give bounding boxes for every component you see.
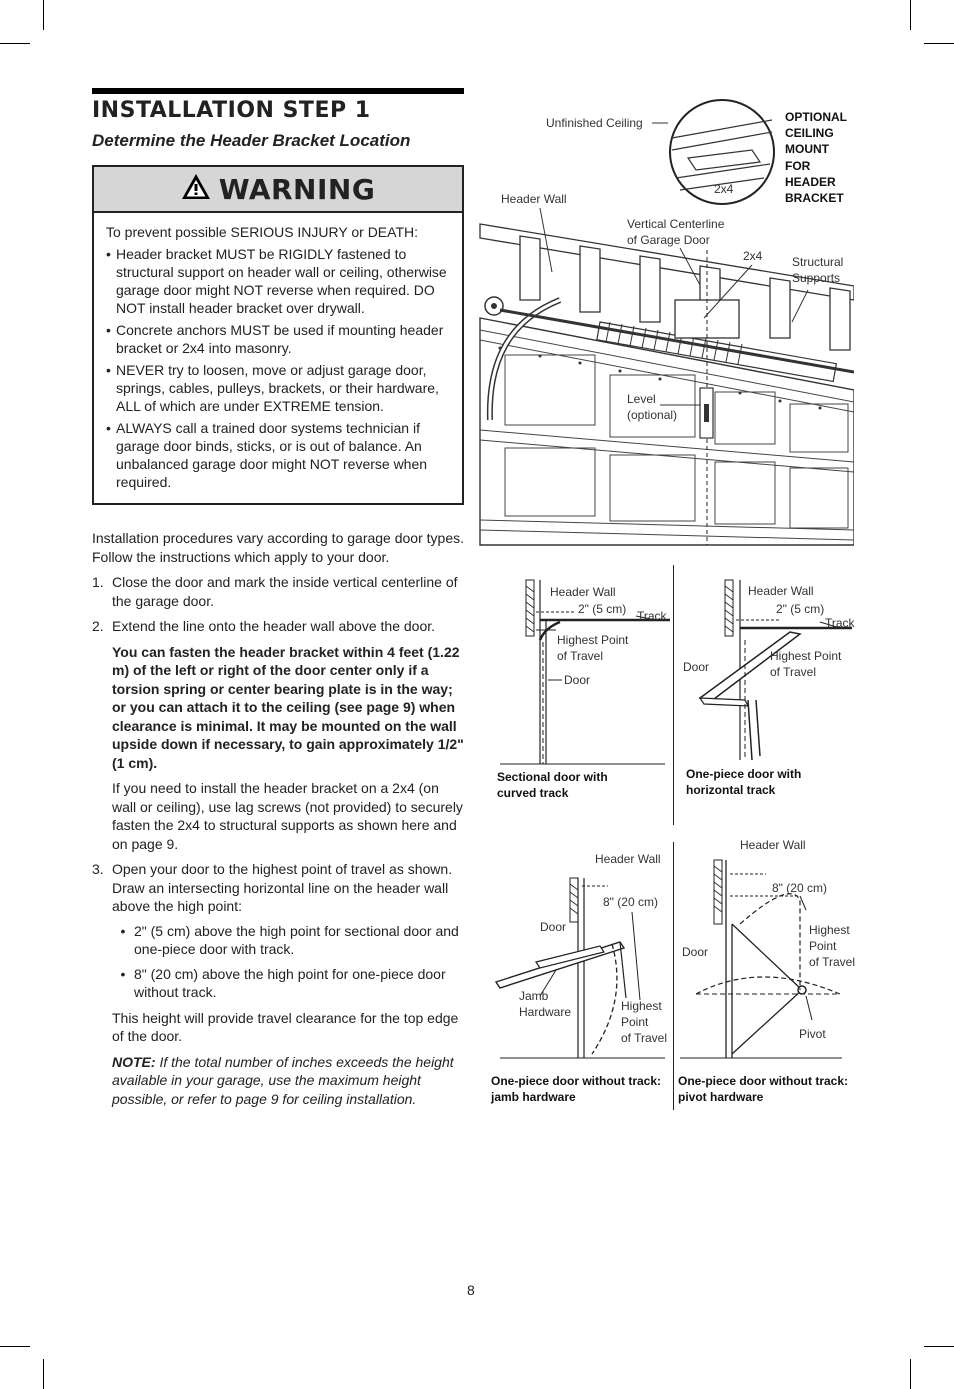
warning-bullet-text: Header bracket MUST be RIGIDLY fastened to structural support on header wall or ceiling, otherwise garage door might NOT reverse when required. DO NOT install header bracket over drywall. [116,246,447,316]
fig-b-hp-1: Highest Point [770,649,842,663]
figure-onepiece-pivot [676,832,862,1108]
note-text: If the total number of inches exceeds the height available in your garage, use the maximum height possible, or refer to page 9 for ceiling installation. [112,1053,454,1107]
fig-a-hp-2: of Travel [557,649,604,663]
fig-a-header-wall: Header Wall [550,585,616,599]
step-1: 1. Close the door and mark the inside vertical centerline of the garage door. [92,573,464,610]
fig-b-dim: 2" (5 cm) [776,602,825,616]
page-number: 8 [467,1282,475,1298]
figure-divider [673,842,674,1110]
crop-mark [910,1359,911,1389]
page-title: INSTALLATION STEP 1 [92,98,371,123]
crop-mark [0,1346,30,1347]
step-3-bullet-text: 8" (20 cm) above the high point for one-piece door without track. [134,965,446,1000]
warning-bullet-text: Concrete anchors MUST be used if mounting header bracket or 2x4 into masonry. [116,322,444,356]
label-unfinished-ceiling: Unfinished Ceiling [546,116,643,130]
figure-divider [673,565,674,825]
fig-d-door: Door [682,945,709,959]
fig-c-header-wall: Header Wall [595,852,661,866]
fig-c-door: Door [540,920,567,934]
step-3: 3. Open your door to the highest point of travel as shown. Draw an intersecting horizontal line on the header wall above the high point: [92,860,464,916]
step-3-bullet: • 2" (5 cm) above the high point for sectional door and one-piece door with track. [112,922,464,959]
step-2: 2. Extend the line onto the header wall above the door. [92,618,436,634]
label-inset-2x4: 2x4 [714,182,734,196]
warning-bullet-text: NEVER try to loosen, move or adjust garage door, springs, cables, pulleys, brackets, or their hardware, ALL of which are under EXTREME tension. [116,362,439,414]
step-2-bold-note: You can fasten the header bracket within 4 feet (1.22 m) of the left or right of the door center only if a torsion spring or center bearing plate is in the way; or you can attach it to the ceiling (see page 9) when clearance is minimal. It may be mounted on the wall upside down if necessary, to gain approximately 1/2" (1 cm). [112,643,464,771]
fig-c-hp-3: of Travel [621,1031,668,1045]
step-2-2x4-note: If you need to install the header bracket on a 2x4 (on wall or ceiling), use lag screws (not provided) to securely fasten the 2x4 to structural supports as shown here and on page 9. [112,780,463,852]
step-3-bullet: • 8" (20 cm) above the high point for one-piece door without track. [112,965,464,1002]
label-optional-6: BRACKET [785,191,844,205]
garage-door-illustration [476,96,854,548]
fig-d-hp-3: of Travel [809,955,856,969]
fig-b-caption-1: One-piece door with [686,767,802,781]
step-3-text: Open your door to the highest point of travel as shown. Draw an intersecting horizontal line on the header wall above the high point: [112,861,453,914]
warning-bullet: • NEVER try to loosen, move or adjust garage door, springs, cables, pulleys, brackets, or their hardware, ALL of which are under EXTREME tension. [106,361,452,415]
fig-d-hp-2: Point [809,939,837,953]
warning-bullet: • Header bracket MUST be RIGIDLY fastened to structural support on header wall or ceiling, otherwise garage door might NOT reverse when required. DO NOT install header bracket over drywall. [106,245,452,317]
label-optional-1: OPTIONAL [785,110,847,124]
fig-c-hp-1: Highest [621,999,662,1013]
warning-bullet-text: ALWAYS call a trained door systems technician if garage door binds, sticks, or is out of balance. An unbalanced garage door might NOT reverse when required. [116,420,428,490]
crop-mark [924,1346,954,1347]
fig-a-hp-1: Highest Point [557,633,629,647]
warning-body [94,213,462,503]
fig-a-dim: 2" (5 cm) [578,602,627,616]
intro-paragraph: Installation procedures vary according to garage door types. Follow the instructions which apply to your door. [92,530,464,565]
label-2x4: 2x4 [743,249,763,263]
fig-c-jamb-2: Hardware [519,1005,572,1019]
fig-d-pivot: Pivot [799,1027,826,1041]
label-vertical-centerline-2: of Garage Door [627,233,710,247]
step-3-bullet-text: 2" (5 cm) above the high point for sectional door and one-piece door with track. [134,922,459,957]
left-column [92,88,464,1108]
warning-bullet: • ALWAYS call a trained door systems technician if garage door binds, sticks, or is out of balance. An unbalanced garage door might NOT reverse when required. [106,419,452,491]
step-1-text: Close the door and mark the inside vertical centerline of the garage door. [112,574,458,609]
fig-a-caption-2: curved track [497,786,569,800]
crop-mark [924,43,954,44]
label-optional-3: MOUNT [785,142,829,156]
label-structural-1: Structural [792,255,844,269]
fig-a-door: Door [564,673,591,687]
label-optional-5: HEADER [785,175,836,189]
crop-mark [0,43,30,44]
fig-c-jamb-1: Jamb [519,989,549,1003]
fig-c-caption-2: jamb hardware [491,1090,576,1104]
label-optional-2: CEILING [785,126,834,140]
warning-bullet: • Concrete anchors MUST be used if mounting header bracket or 2x4 into masonry. [106,321,452,357]
warning-box [92,165,464,505]
figure-onepiece-jamb [486,846,672,1108]
fig-b-header-wall: Header Wall [748,584,814,598]
fig-c-dim: 8" (20 cm) [603,895,658,909]
figure-onepiece-horizontal [676,576,858,806]
instructions [92,529,464,1108]
crop-mark [43,1359,44,1389]
label-vertical-centerline-1: Vertical Centerline [627,217,725,231]
warning-heading: WARNING [218,172,376,206]
fig-b-caption-2: horizontal track [686,783,776,797]
fig-d-caption-2: pivot hardware [678,1090,764,1104]
fig-b-door: Door [683,660,710,674]
fig-a-track: Track [637,609,667,623]
page-subtitle: Determine the Header Bracket Location [92,131,411,150]
fig-c-hp-2: Point [621,1015,649,1029]
fig-d-dim: 8" (20 cm) [772,881,827,895]
label-level-2: (optional) [627,408,678,422]
note-label: NOTE: [112,1053,156,1070]
note [112,1053,464,1109]
warning-header [94,167,462,213]
label-level-1: Level [627,392,656,406]
fig-d-caption-1: One-piece door without track: [678,1074,849,1088]
warning-intro: To prevent possible SERIOUS INJURY or DEATH: [106,224,418,240]
label-header-wall: Header Wall [501,192,567,206]
title-rule [92,88,464,94]
warning-triangle-icon [181,173,211,205]
crop-mark [910,0,911,30]
crop-mark [43,0,44,30]
fig-b-hp-2: of Travel [770,665,817,679]
figure-sectional-curved [490,576,672,806]
fig-a-caption-1: Sectional door with [497,770,608,784]
fig-b-track: Track [825,616,855,630]
fig-d-header-wall: Header Wall [740,838,806,852]
fig-c-caption-1: One-piece door without track: [491,1074,662,1088]
step-2-text: Extend the line onto the header wall above the door. [112,618,436,634]
label-optional-4: FOR [785,159,811,173]
step-3-after: This height will provide travel clearance for the top edge of the door. [112,1009,459,1044]
label-structural-2: Supports [792,271,841,285]
fig-d-hp-1: Highest [809,923,850,937]
